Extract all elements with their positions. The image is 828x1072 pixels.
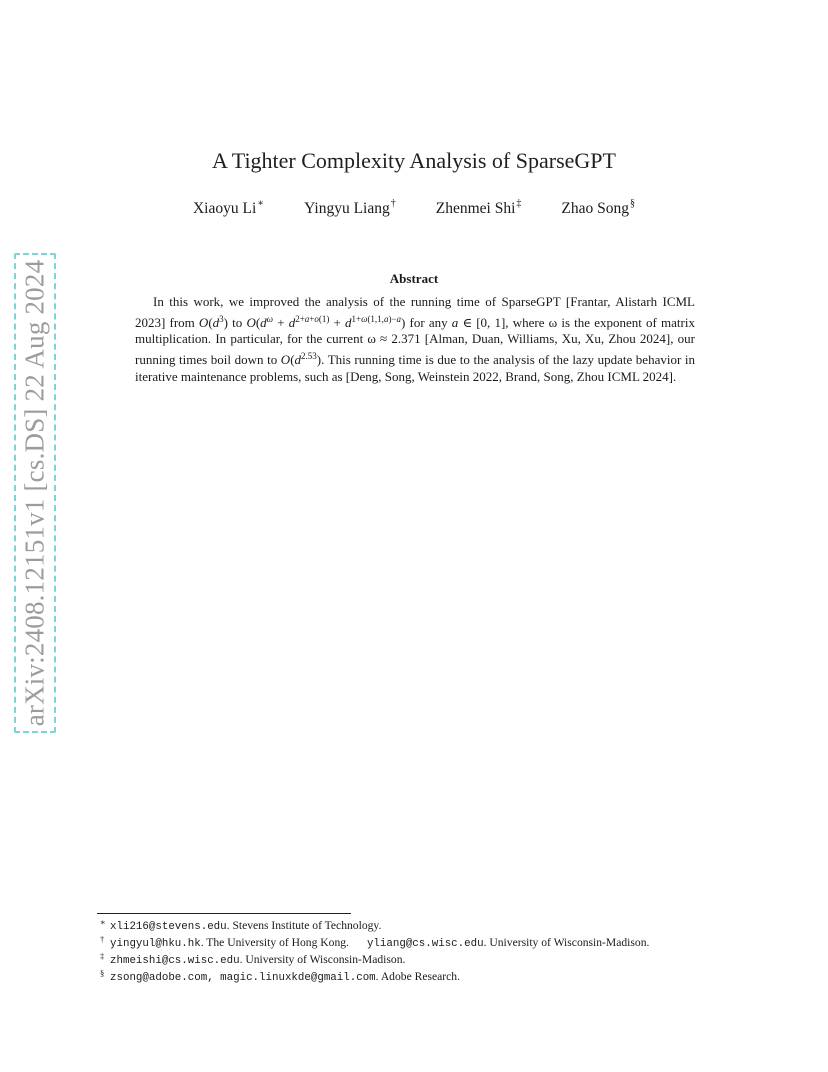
footnote-2: † yingyul@hku.hk. The University of Hong Kong. yliang@cs.wisc.edu. University of Wisconsin-Madison. bbox=[100, 934, 650, 950]
email-link[interactable]: yingyul@hku.hk bbox=[110, 938, 201, 950]
author-list bbox=[0, 198, 828, 218]
author-1: Xiaoyu Li∗ bbox=[192, 198, 265, 217]
email-link[interactable]: xli216@stevens.edu bbox=[110, 921, 227, 933]
author-3: Zhenmei Shi‡ bbox=[435, 198, 522, 217]
math-expr: O bbox=[198, 314, 209, 330]
math-expr: O bbox=[280, 352, 291, 368]
footnotes bbox=[100, 917, 730, 986]
abstract-body bbox=[135, 294, 695, 386]
email-link[interactable]: zhmeishi@cs.wisc.edu bbox=[110, 955, 240, 967]
author-4: Zhao Song§ bbox=[561, 198, 635, 217]
email-link[interactable]: zsong@adobe.com, magic.linuxkde@gmail.com bbox=[110, 972, 376, 984]
abstract-heading: Abstract bbox=[389, 271, 439, 286]
footnote-rule bbox=[97, 913, 351, 914]
footnote-4: § zsong@adobe.com, magic.linuxkde@gmail.com. Adobe Research. bbox=[100, 968, 461, 984]
paper-title: A Tighter Complexity Analysis of SparseGPT bbox=[212, 148, 616, 173]
email-link[interactable]: yliang@cs.wisc.edu bbox=[366, 938, 484, 950]
footnote-1: ∗ xli216@stevens.edu. Stevens Institute of Technology. bbox=[100, 917, 382, 933]
author-2: Yingyu Liang† bbox=[304, 198, 396, 217]
footnote-3: ‡ zhmeishi@cs.wisc.edu. University of Wisconsin-Madison. bbox=[100, 951, 406, 967]
abstract-paragraph: In this work, we improved the analysis of the running time of SparseGPT [Frantar, Alistarh ICML 2023] from $O(d^3)$ to $O(d^\omega + d^{2+a+o(1)} + d^{1+\omega(1,1,a)-a})$ for any a ∈ [0, 1], where ω is the exponent of matrix multiplication. In particular, for the current ω ≈ 2.371 [Alman, Duan, Williams, Xu, Xu, Zhou 2024], our running times boil down to $O(d^{2.53})$. This running time is due to the analysis of the lazy update behavior in iterative maintenance problems, such as [Deng, Song, Weinstein 2022, Brand, Song, Zhou ICML 2024]. bbox=[135, 294, 695, 384]
math-expr: O bbox=[246, 314, 256, 330]
arxiv-stamp[interactable]: arXiv:2408.12151v1 [cs.DS] 22 Aug 2024 bbox=[19, 259, 50, 727]
